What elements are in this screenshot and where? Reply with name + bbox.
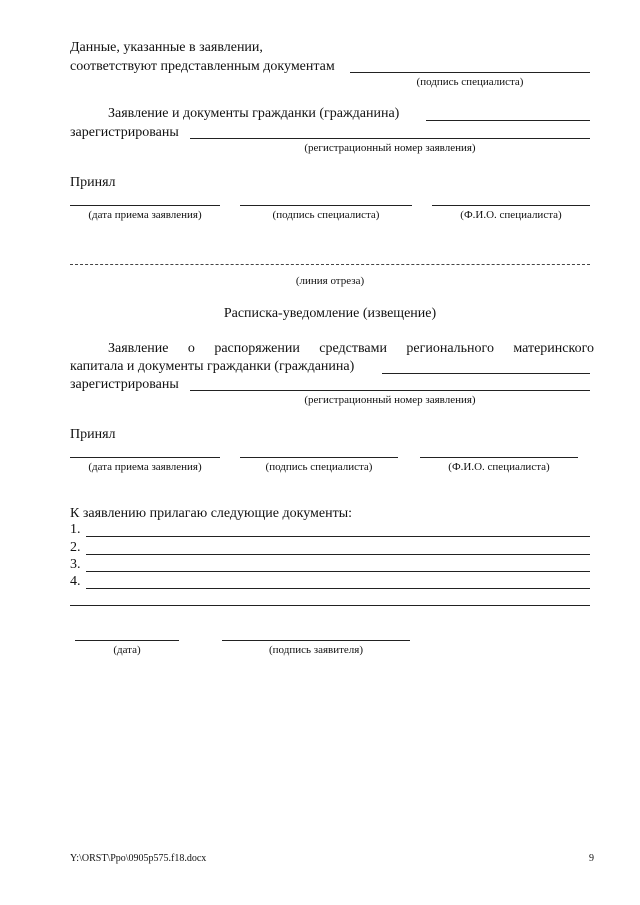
receipt-registered-label: зарегистрированы [70,377,179,392]
receipt-registration-number-caption: (регистрационный номер заявления) [304,394,476,406]
attachment-item-number: 4. [70,574,81,589]
acceptance-signature-line-2 [240,457,398,458]
attachment-item-line [86,536,590,537]
acceptance-date-caption-2: (дата приема заявления) [88,461,202,473]
receipt-paragraph-line2: капитала и документы гражданки (гражданина) [70,359,355,374]
attachment-item-number: 2. [70,540,81,555]
footer-file-path: Y:\ORST\Ppo\0905p575.f18.docx [70,853,207,864]
attachments-intro: К заявлению прилагаю следующие документы: [70,506,353,521]
specialist-signature-line [350,72,590,73]
attachment-item-number: 1. [70,522,81,537]
footer-page-number: 9 [589,853,594,864]
acceptance-name-caption-2: (Ф.И.О. специалиста) [448,461,550,473]
registration-number-line [190,138,590,139]
specialist-signature-caption: (подпись специалиста) [416,76,524,88]
applicant-date-caption: (дата) [113,644,141,656]
attachment-item-number: 3. [70,557,81,572]
receipt-title: Расписка-уведомление (извещение) [223,306,437,321]
accepted-label-2: Принял [70,427,116,442]
acceptance-signature-caption-2: (подпись специалиста) [265,461,373,473]
registration-number-caption: (регистрационный номер заявления) [304,142,476,154]
acceptance-name-caption: (Ф.И.О. специалиста) [460,209,562,221]
acceptance-date-line-2 [70,457,220,458]
acceptance-name-line-2 [420,457,578,458]
attachment-extra-line [70,605,590,606]
acceptance-date-caption: (дата приема заявления) [88,209,202,221]
applicant-signature-caption: (подпись заявителя) [268,644,364,656]
verification-text-line1: Данные, указанные в заявлении, [70,40,263,55]
attachment-item-line [86,571,590,572]
receipt-paragraph-line1: Заявление о распоряжении средствами регионального материнского [108,341,594,356]
registration-text-line1: Заявление и документы гражданки (гражданина) [108,106,400,121]
acceptance-name-line [432,205,590,206]
applicant-date-line [75,640,179,641]
registration-text-line2: зарегистрированы [70,125,179,140]
acceptance-signature-line [240,205,412,206]
receipt-registration-number-line [190,390,590,391]
cut-line [70,264,590,265]
verification-text-line2: соответствуют представленным документам [70,59,335,74]
applicant-signature-line [222,640,410,641]
acceptance-signature-caption: (подпись специалиста) [272,209,380,221]
citizen-name-line [426,120,590,121]
acceptance-date-line [70,205,220,206]
cut-line-caption: (линия отреза) [295,275,365,287]
attachment-item-line [86,554,590,555]
attachment-item-line [86,588,590,589]
accepted-label: Принял [70,175,116,190]
receipt-citizen-name-line [382,373,590,374]
